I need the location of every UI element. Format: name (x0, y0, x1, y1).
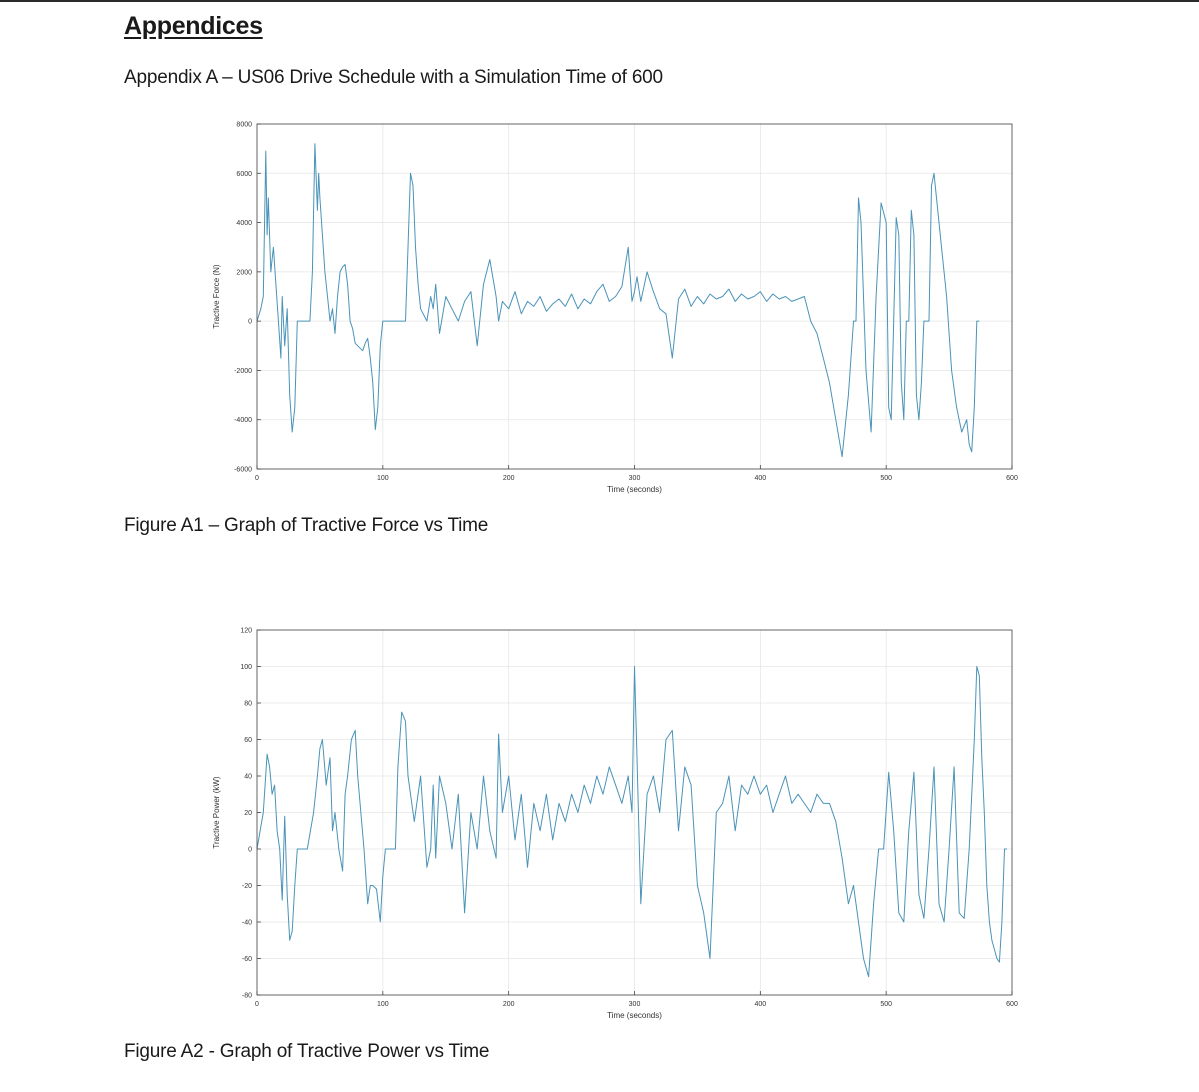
y-tick-label: -2000 (234, 367, 252, 375)
y-tick-label: 0 (248, 318, 252, 326)
y-axis-label: Tractive Power (kW) (212, 776, 221, 849)
page-heading: Appendices (124, 12, 263, 40)
x-axis-label: Time (seconds) (607, 1011, 662, 1020)
y-tick-label: -6000 (234, 466, 252, 474)
y-tick-label: -4000 (234, 417, 252, 425)
y-tick-label: 6000 (236, 170, 252, 178)
y-tick-label: 8000 (236, 121, 252, 129)
y-tick-label: 40 (244, 773, 252, 781)
x-tick-label: 200 (502, 1001, 515, 1008)
tractive-force-chart (195, 112, 1025, 507)
figure-a2-caption: Figure A2 - Graph of Tractive Power vs Time (124, 1041, 490, 1062)
x-tick-label: 300 (628, 475, 641, 482)
y-tick-label: -40 (241, 919, 252, 927)
x-tick-label: 0 (255, 1001, 259, 1008)
x-tick-label: 500 (880, 1001, 893, 1008)
y-tick-label: 60 (244, 737, 252, 744)
x-tick-label: 0 (255, 475, 259, 482)
x-tick-label: 400 (754, 1001, 767, 1008)
y-tick-label: 100 (240, 664, 252, 671)
figure-a1-caption: Figure A1 – Graph of Tractive Force vs Time (124, 515, 489, 536)
x-tick-label: 100 (376, 475, 389, 482)
x-tick-label: 500 (880, 475, 893, 482)
x-tick-label: 400 (754, 475, 767, 482)
y-axis-label: Tractive Force (N) (212, 264, 221, 329)
y-tick-label: 2000 (236, 269, 252, 277)
x-axis-label: Time (seconds) (607, 485, 662, 494)
x-tick-label: 600 (1006, 475, 1018, 482)
y-tick-label: -60 (241, 956, 252, 963)
x-tick-label: 600 (1006, 1001, 1018, 1008)
y-tick-label: 0 (248, 846, 252, 854)
y-tick-label: 4000 (236, 220, 252, 228)
tractive-power-chart (195, 620, 1025, 1030)
y-tick-label: -20 (241, 883, 252, 890)
y-tick-label: 120 (240, 627, 252, 635)
y-tick-label: 80 (244, 700, 252, 708)
y-tick-label: -80 (241, 992, 252, 1000)
top-rule (0, 0, 1199, 2)
x-tick-label: 300 (628, 1001, 641, 1008)
x-tick-label: 200 (502, 475, 515, 482)
appendix-subheading: Appendix A – US06 Drive Schedule with a Simulation Time of 600 (124, 67, 663, 88)
x-tick-label: 100 (376, 1001, 389, 1008)
y-tick-label: 20 (244, 810, 252, 817)
